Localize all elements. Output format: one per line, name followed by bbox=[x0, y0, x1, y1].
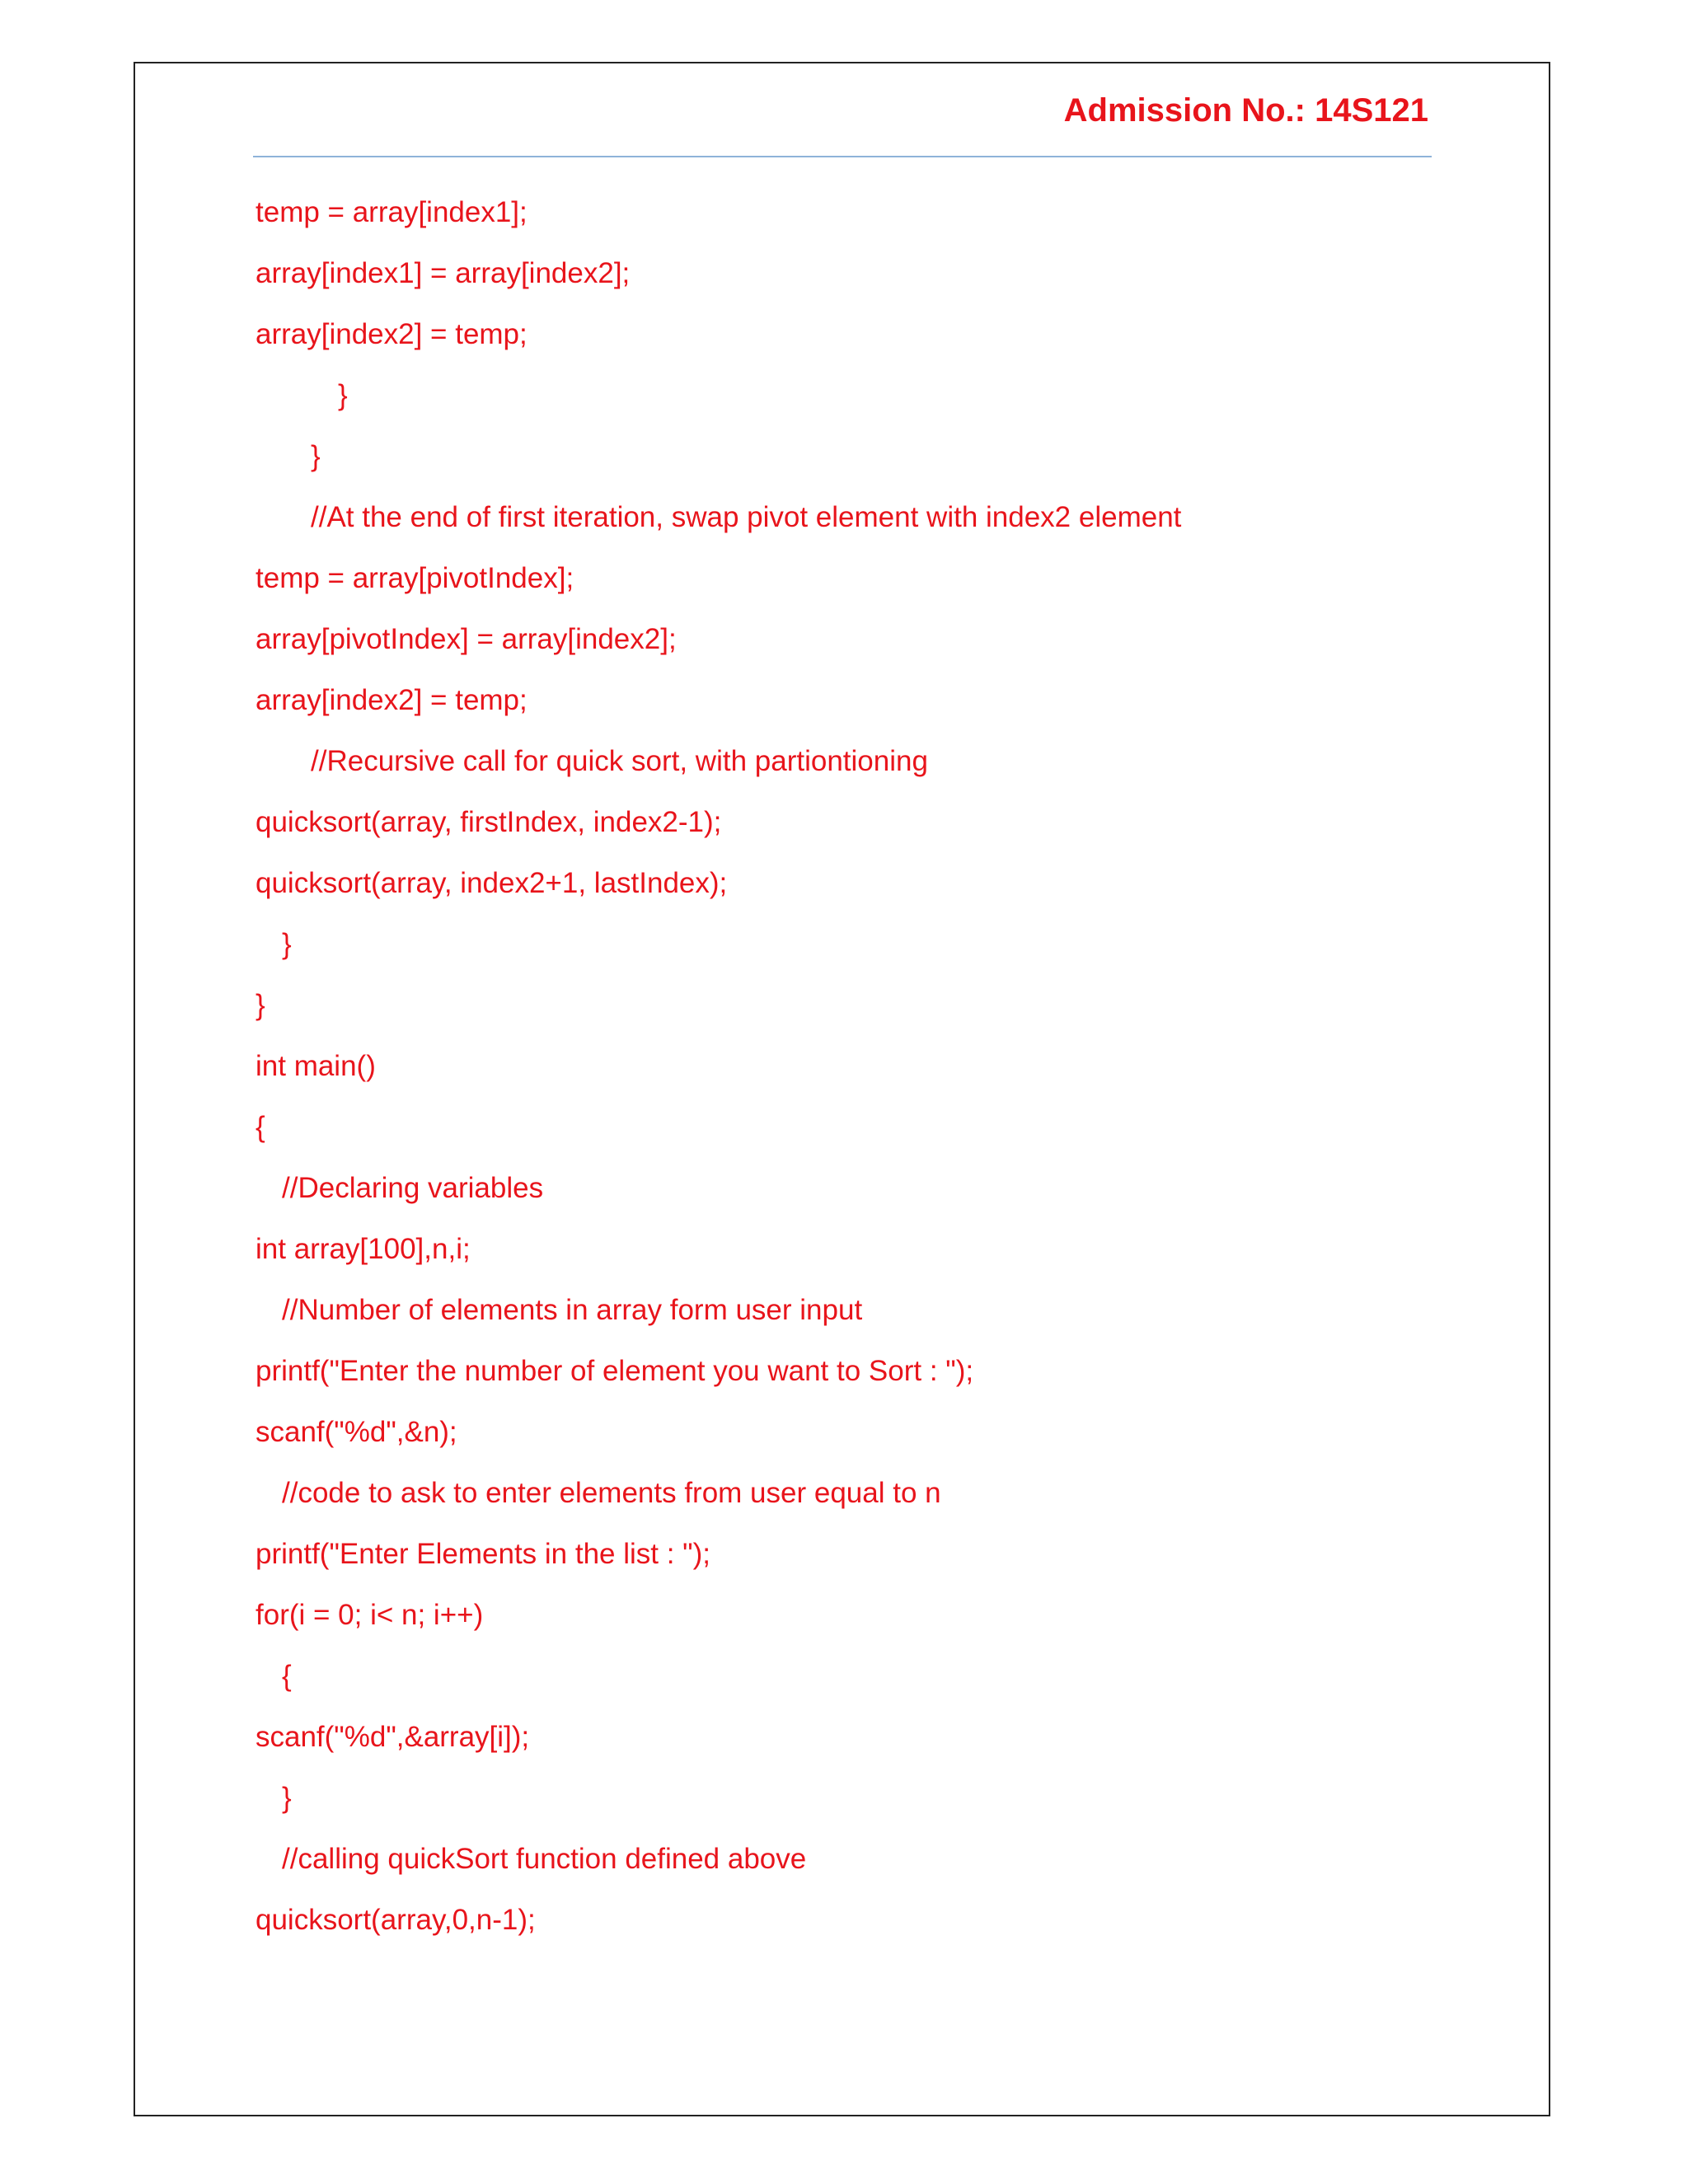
code-line: temp = array[index1]; bbox=[256, 196, 528, 228]
code-line: //calling quickSort function defined above bbox=[282, 1843, 807, 1875]
code-line: } bbox=[311, 440, 321, 472]
code-line: { bbox=[256, 1111, 265, 1143]
code-line: quicksort(array,0,n-1); bbox=[256, 1904, 536, 1936]
code-line: { bbox=[282, 1660, 292, 1692]
code-line: printf("Enter the number of element you want to Sort : "); bbox=[256, 1355, 974, 1387]
code-line: quicksort(array, firstIndex, index2-1); bbox=[256, 806, 722, 838]
code-line: //Recursive call for quick sort, with partiontioning bbox=[311, 745, 928, 777]
code-line: //Number of elements in array form user input bbox=[282, 1294, 863, 1326]
code-line: int array[100],n,i; bbox=[256, 1233, 471, 1265]
code-line: array[index1] = array[index2]; bbox=[256, 257, 631, 289]
code-line: } bbox=[256, 989, 265, 1021]
code-line: quicksort(array, index2+1, lastIndex); bbox=[256, 867, 728, 899]
code-line: array[pivotIndex] = array[index2]; bbox=[256, 623, 677, 655]
code-line: } bbox=[282, 1782, 292, 1814]
code-line: array[index2] = temp; bbox=[256, 684, 528, 716]
code-line: temp = array[pivotIndex]; bbox=[256, 562, 574, 594]
code-line: //At the end of first iteration, swap pivot element with index2 element bbox=[311, 501, 1182, 533]
code-line: array[index2] = temp; bbox=[256, 318, 528, 350]
code-line: int main() bbox=[256, 1050, 376, 1082]
code-line: scanf("%d",&n); bbox=[256, 1416, 457, 1448]
code-line: printf("Enter Elements in the list : "); bbox=[256, 1538, 710, 1570]
admission-number: Admission No.: 14S121 bbox=[1063, 92, 1428, 129]
code-line: //Declaring variables bbox=[282, 1172, 544, 1204]
header-divider bbox=[253, 156, 1432, 157]
code-line: scanf("%d",&array[i]); bbox=[256, 1721, 530, 1753]
page-frame bbox=[134, 62, 1550, 2116]
code-line: //code to ask to enter elements from user equal to n bbox=[282, 1477, 941, 1509]
code-line: } bbox=[282, 928, 292, 960]
code-line: } bbox=[338, 379, 348, 411]
code-line: for(i = 0; i< n; i++) bbox=[256, 1599, 484, 1631]
